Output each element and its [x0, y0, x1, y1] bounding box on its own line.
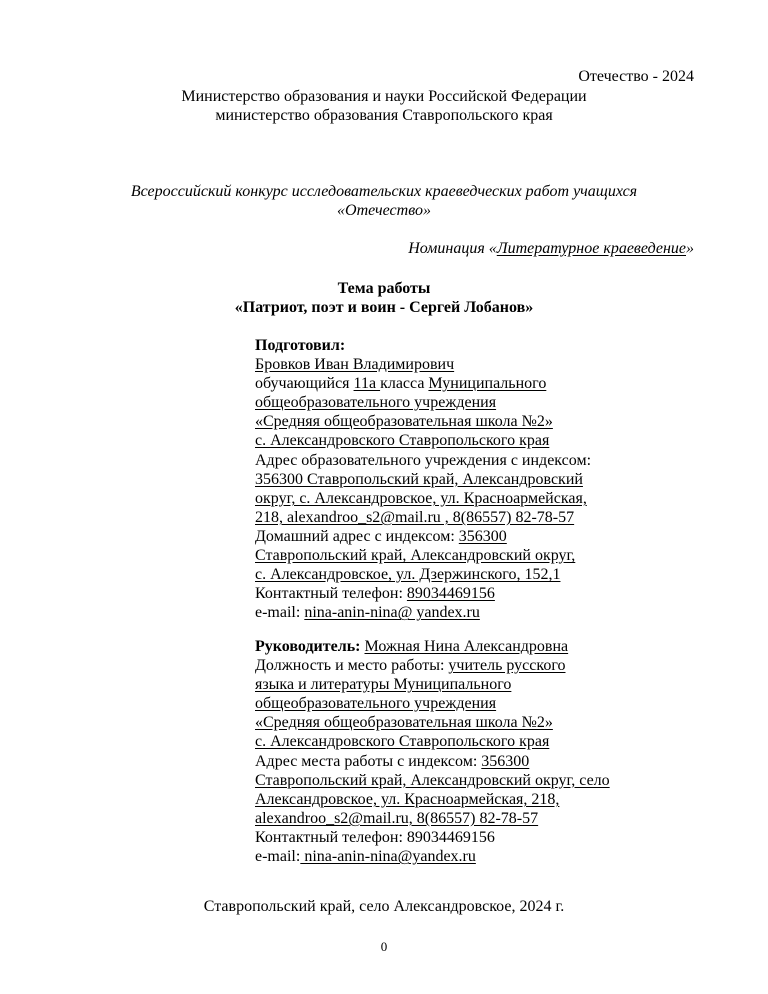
contest-name: «Отечество»: [337, 202, 431, 219]
corner-label: Отечество - 2024: [578, 68, 694, 85]
position-5: с. Александровского Ставропольского края: [255, 733, 550, 751]
author-grade: 11а: [353, 375, 381, 393]
author-school-3: «Средняя общеобразовательная школа №2»: [255, 413, 553, 431]
ministry-federal: Министерство образования и науки Российской Федерации: [181, 88, 587, 105]
work-address-line: Адрес места работы с индексом: 356300: [255, 752, 530, 770]
work-address-1: 356300: [481, 752, 530, 770]
position-2: языка и литературы Муниципального: [255, 676, 512, 694]
nomination-name: Литературное краеведение: [496, 240, 686, 257]
nomination-prefix: Номинация «: [408, 240, 497, 257]
nomination-suffix: »: [686, 240, 694, 257]
supervisor-heading: Руководитель:: [255, 638, 361, 655]
school-address-1: 356300 Ставропольский край, Александровский: [255, 470, 583, 488]
author-grade-line: обучающийся 11а класса Муниципального: [255, 375, 547, 393]
work-address-3: Александровское, ул. Красноармейская, 218,: [255, 790, 560, 808]
author-heading: Подготовил:: [255, 337, 346, 354]
position-3: общеобразовательного учреждения: [255, 695, 497, 713]
page-number: 0: [380, 939, 388, 954]
footer-place: Ставропольский край, село Александровское, 2024 г.: [203, 898, 565, 915]
author-name: Бровков Иван Владимирович: [255, 356, 455, 374]
topic-title: «Патриот, поэт и воин - Сергей Лобанов»: [234, 299, 534, 316]
supervisor-email-link[interactable]: nina-anin-nina@yandex.ru: [300, 848, 476, 866]
author-school-4: с. Александровского Ставропольского края: [255, 432, 550, 450]
work-address-4: alexandroo_s2@mail.ru, 8(86557) 82-78-57: [255, 809, 539, 827]
author-phone-line: Контактный телефон: 89034469156: [255, 585, 495, 603]
author-school-2: общеобразовательного учреждения: [255, 394, 497, 412]
author-phone: 89034469156: [406, 585, 495, 603]
author-school-1: Муниципального: [428, 375, 547, 393]
school-address-label: Адрес образовательного учреждения с индексом:: [255, 451, 592, 469]
ministry-regional: министерство образования Ставропольского края: [215, 107, 553, 124]
supervisor-phone: Контактный телефон: 89034469156: [255, 828, 495, 846]
position-4: «Средняя общеобразовательная школа №2»: [255, 714, 553, 732]
topic-label: Тема работы: [337, 280, 431, 297]
work-address-2: Ставропольский край, Александровский округ, село: [255, 771, 610, 789]
home-address-2: Ставропольский край, Александровский округ,: [255, 547, 576, 565]
supervisor-block: [255, 637, 610, 866]
supervisor-email-line: e-mail: nina-anin-nina@yandex.ru: [255, 848, 476, 866]
author-email-line: e-mail: nina-anin-nina@ yandex.ru: [255, 604, 480, 622]
nomination: [408, 239, 694, 258]
supervisor-name: Можная Нина Александровна: [364, 638, 569, 655]
contest-title: Всероссийский конкурс исследовательских краеведческих работ учащихся: [130, 183, 638, 200]
position-line: Должность и место работы: учитель русского: [255, 657, 566, 675]
home-address-line: Домашний адрес с индексом: 356300: [255, 527, 507, 545]
position-1: учитель русского: [448, 657, 566, 675]
author-email-link[interactable]: nina-anin-nina@ yandex.ru: [304, 604, 480, 622]
supervisor-line: [255, 637, 610, 656]
school-address-2: округ, с. Александровское, ул. Красноармейская,: [255, 489, 587, 507]
school-address-3: 218, alexandroo_s2@mail.ru , 8(86557) 82-78-57: [255, 508, 575, 526]
author-block: [255, 336, 591, 622]
home-address-1: 356300: [458, 527, 507, 545]
home-address-3: с. Александровское, ул. Дзержинского, 152,1: [255, 566, 561, 584]
